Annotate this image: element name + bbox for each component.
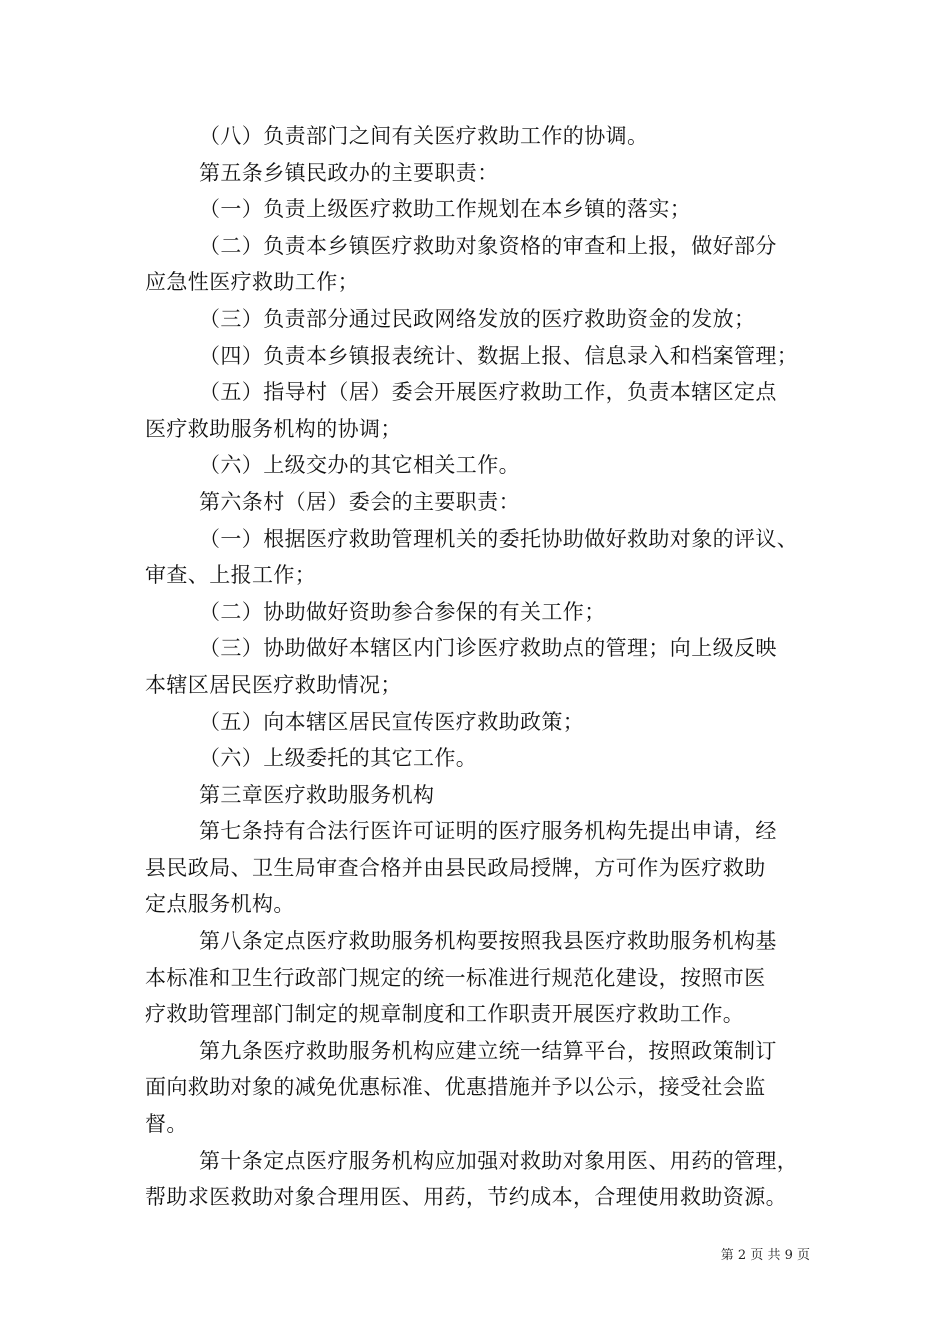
paragraph-line: （二）负责本乡镇医疗救助对象资格的审查和上报，做好部分 xyxy=(199,233,777,258)
page-number: 第 2 页 共 9 页 xyxy=(720,1248,810,1263)
paragraph-line: 应急性医疗救助工作； xyxy=(145,270,359,295)
paragraph-line: （三）协助做好本辖区内门诊医疗救助点的管理；向上级反映 xyxy=(199,636,777,661)
paragraph-line: 第九条医疗救助服务机构应建立统一结算平台，按照政策制订 xyxy=(199,1038,777,1063)
paragraph-line: （五）向本辖区居民宣传医疗救助政策； xyxy=(199,709,585,734)
paragraph-line: 审查、上报工作； xyxy=(145,563,317,588)
document-body xyxy=(145,118,825,1216)
paragraph-line: 第七条持有合法行医许可证明的医疗服务机构先提出申请，经 xyxy=(199,819,777,844)
paragraph-line: 定点服务机构。 xyxy=(145,892,295,917)
paragraph-line: （八）负责部门之间有关医疗救助工作的协调。 xyxy=(199,124,649,148)
paragraph-line: （四）负责本乡镇报表统计、数据上报、信息录入和档案管理； xyxy=(199,343,799,368)
paragraph-line: （六）上级交办的其它相关工作。 xyxy=(199,453,520,478)
paragraph-line: 本辖区居民医疗救助情况； xyxy=(145,672,402,697)
paragraph-line: 督。 xyxy=(145,1112,188,1137)
paragraph-line: （二）协助做好资助参合参保的有关工作； xyxy=(199,599,606,624)
paragraph-line: （六）上级委托的其它工作。 xyxy=(199,746,478,771)
paragraph-line: 本标准和卫生行政部门规定的统一标准进行规范化建设，按照市医 xyxy=(145,965,766,990)
paragraph-line: 疗救助管理部门制定的规章制度和工作职责开展医疗救助工作。 xyxy=(145,1002,745,1027)
paragraph-line: （一）根据医疗救助管理机关的委托协助做好救助对象的评议、 xyxy=(199,526,799,551)
paragraph-line: 医疗救助服务机构的协调； xyxy=(145,416,402,441)
article-heading: 第五条乡镇民政办的主要职责： xyxy=(199,160,499,185)
paragraph-line: 帮助求医救助对象合理用医、用药，节约成本，合理使用救助资源。 xyxy=(145,1185,787,1210)
paragraph-line: 面向救助对象的减免优惠标准、优惠措施并予以公示，接受社会监 xyxy=(145,1075,766,1100)
chapter-heading: 第三章医疗救助服务机构 xyxy=(199,782,435,807)
paragraph-line: （五）指导村（居）委会开展医疗救助工作，负责本辖区定点 xyxy=(199,380,777,405)
article-heading: 第六条村（居）委会的主要职责： xyxy=(199,489,520,514)
paragraph-line: 第八条定点医疗救助服务机构要按照我县医疗救助服务机构基 xyxy=(199,929,777,954)
paragraph-line: 第十条定点医疗服务机构应加强对救助对象用医、用药的管理， xyxy=(199,1148,799,1173)
paragraph-line: 县民政局、卫生局审查合格并由县民政局授牌，方可作为医疗救助 xyxy=(145,855,766,880)
paragraph-line: （一）负责上级医疗救助工作规划在本乡镇的落实； xyxy=(199,197,692,222)
paragraph-line: （三）负责部分通过民政网络发放的医疗救助资金的发放； xyxy=(199,306,756,331)
